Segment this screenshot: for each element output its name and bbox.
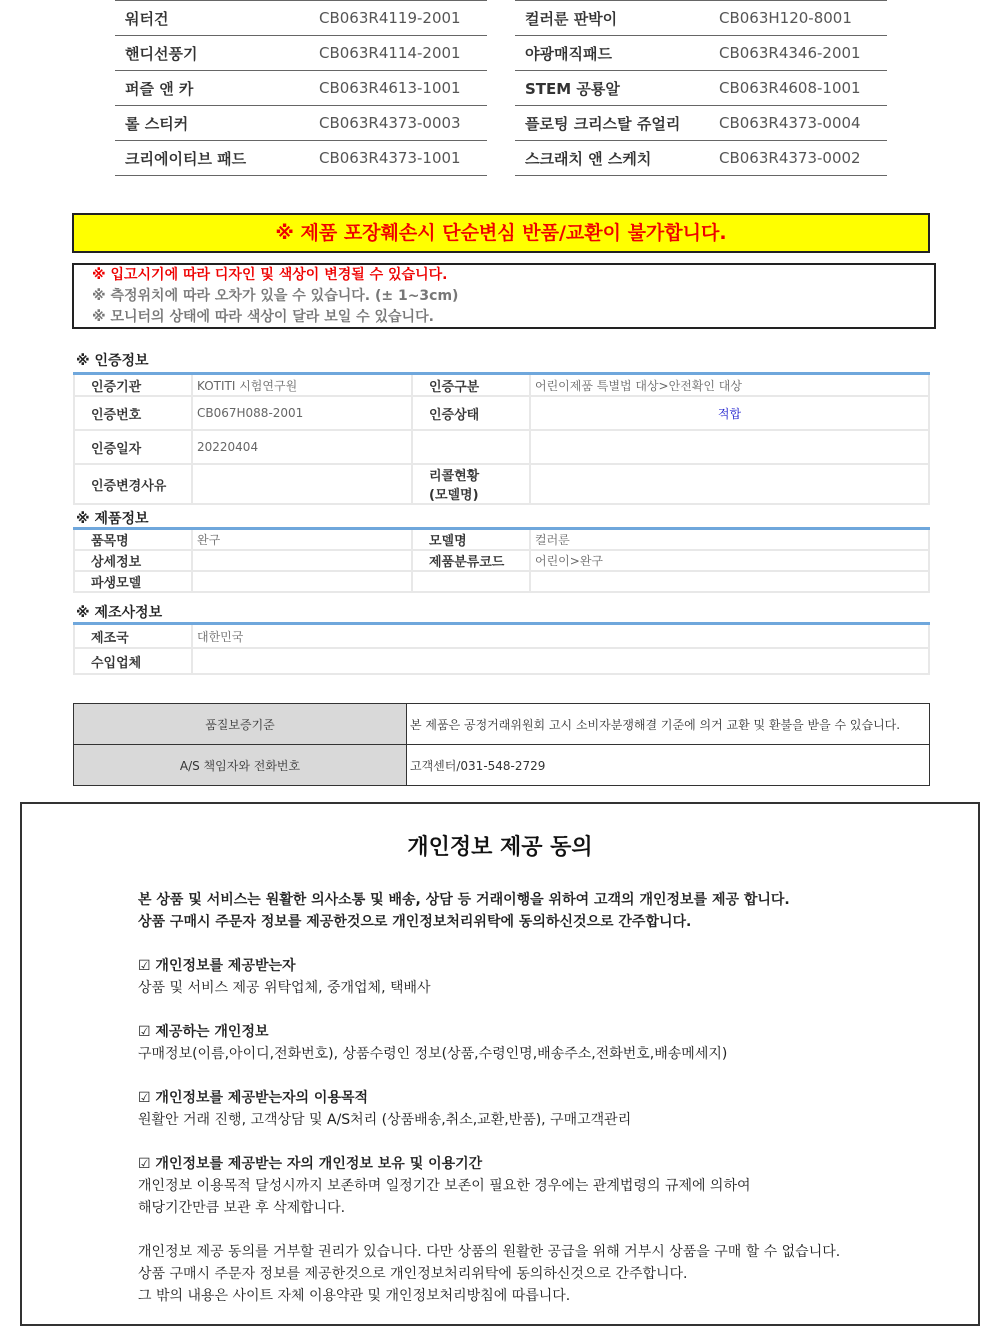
model-code-row [115, 141, 487, 176]
model-code-row [515, 141, 887, 176]
privacy-text: 해당기간만큼 보관 후 삭제합니다. [138, 1200, 346, 1216]
field-label: 인증구분 [412, 374, 530, 397]
field-label: 상세정보 [74, 550, 192, 571]
field-value [192, 571, 412, 592]
field-label: 모델명 [412, 529, 530, 551]
notice-box [72, 263, 936, 329]
field-value: 어린이제품 특별법 대상>안전확인 대상 [530, 374, 929, 397]
field-value: KOTITI 시험연구원 [192, 374, 412, 397]
cert-code: CB063R4373-0003 [319, 114, 461, 132]
table-row [74, 571, 929, 592]
privacy-heading: 상품 구매시 주문자 정보를 제공한것으로 개인정보처리위탁에 동의하신것으로 간주합니다. [138, 914, 692, 930]
product-name: 워터건 [125, 9, 169, 28]
field-label: 인증변경사유 [74, 464, 192, 504]
model-code-row [515, 36, 887, 71]
field-value [192, 550, 412, 571]
spacer [138, 1065, 978, 1087]
field-value: 컬러룬 [530, 529, 929, 551]
field-label: 제조국 [74, 624, 192, 649]
product-name: 크리에이티브 패드 [125, 149, 247, 168]
privacy-title: 개인정보 제공 동의 [407, 835, 593, 860]
field-value: 완구 [192, 529, 412, 551]
table-row [74, 624, 929, 649]
spacer [138, 999, 978, 1021]
field-label: 제품분류코드 [412, 550, 530, 571]
product-info-table [73, 527, 930, 593]
cert-info-table [73, 372, 930, 505]
privacy-heading: ☑ 개인정보를 제공받는 자의 개인정보 보유 및 이용기간 [138, 1156, 483, 1172]
table-row [74, 464, 929, 504]
field-label: 수입업체 [74, 648, 192, 674]
field-label: 인증일자 [74, 430, 192, 464]
spacer [138, 1219, 978, 1241]
product-name: 야광매직패드 [525, 44, 612, 63]
privacy-body [22, 889, 978, 1307]
cert-code: CB063R4373-0002 [719, 149, 861, 167]
privacy-text: 구매정보(이름,아이디,전화번호), 상품수령인 정보(상품,수령인명,배송주소,전화번호,배송메세지) [138, 1046, 728, 1062]
field-label: 인증상태 [412, 396, 530, 430]
privacy-text: 상품 및 서비스 제공 위탁업체, 중개업체, 택배사 [138, 980, 431, 996]
cert-code: CB063R4346-2001 [719, 44, 861, 62]
field-value: CB067H088-2001 [192, 396, 412, 430]
product-name: 플로팅 크리스탈 쥬얼리 [525, 114, 681, 133]
cert-section-title: ※ 인증정보 [76, 353, 149, 369]
maker-section-title: ※ 제조사정보 [76, 605, 163, 621]
cert-code: CB063R4613-1001 [319, 79, 461, 97]
field-value [192, 648, 929, 674]
spacer [138, 1131, 978, 1153]
field-label: 품목명 [74, 529, 192, 551]
spacer [138, 933, 978, 955]
notice-line: ※ 입고시기에 따라 디자인 및 색상이 변경될 수 있습니다. [92, 267, 448, 283]
field-value: 적합 [530, 396, 929, 430]
product-name: STEM 공룡알 [525, 79, 620, 98]
cert-code: CB063H120-8001 [719, 9, 852, 27]
field-value: 20220404 [192, 430, 412, 464]
privacy-heading: ☑ 개인정보를 제공받는자의 이용목적 [138, 1090, 369, 1106]
table-row [74, 745, 930, 786]
privacy-heading: 본 상품 및 서비스는 원활한 의사소통 및 배송, 상담 등 거래이행을 위하여 고객의 개인정보를 제공 합니다. [138, 892, 790, 908]
qa-label: 품질보증기준 [74, 704, 407, 745]
product-name: 롤 스티커 [125, 114, 189, 133]
privacy-heading: ☑ 제공하는 개인정보 [138, 1024, 269, 1040]
qa-label: A/S 책임자와 전화번호 [74, 745, 407, 786]
model-code-row [515, 106, 887, 141]
model-code-list [115, 0, 887, 176]
field-label [412, 571, 530, 592]
privacy-consent-box [20, 802, 980, 1326]
return-warning-banner: ※ 제품 포장훼손시 단순변심 반품/교환이 불가합니다. [72, 213, 930, 253]
cert-code: CB063R4114-2001 [319, 44, 461, 62]
privacy-text: 개인정보 제공 동의를 거부할 권리가 있습니다. 다만 상품의 원활한 공급을 위해 거부시 상품을 구매 할 수 없습니다. [138, 1244, 841, 1260]
field-label: 리콜현황 (모델명) [412, 464, 530, 504]
table-row [74, 648, 929, 674]
model-code-row [115, 36, 487, 71]
table-row [74, 396, 929, 430]
maker-info-table [73, 622, 930, 675]
privacy-text: 상품 구매시 주문자 정보를 제공한것으로 개인정보처리위탁에 동의하신것으로 간주합니다. [138, 1266, 688, 1282]
table-row [74, 374, 929, 397]
model-code-column-left [115, 0, 487, 176]
field-label: 인증번호 [74, 396, 192, 430]
notice-line: ※ 측정위치에 따라 오차가 있을 수 있습니다. (± 1~3cm) [92, 288, 459, 304]
cert-code: CB063R4373-1001 [319, 149, 461, 167]
quality-assurance-table [73, 703, 930, 786]
cert-code: CB063R4119-2001 [319, 9, 461, 27]
field-label: 인증기관 [74, 374, 192, 397]
table-row [74, 550, 929, 571]
field-value [192, 464, 412, 504]
model-code-row [515, 1, 887, 36]
product-name: 퍼즐 앤 카 [125, 79, 194, 98]
model-code-row [115, 1, 487, 36]
field-value [530, 430, 929, 464]
table-row [74, 529, 929, 551]
qa-value: 본 제품은 공정거래위원회 고시 소비자분쟁해결 기준에 의거 교환 및 환불을 받을 수 있습니다. [407, 704, 930, 745]
field-label: 파생모델 [74, 571, 192, 592]
cert-code: CB063R4373-0004 [719, 114, 861, 132]
model-code-row [115, 106, 487, 141]
field-label [412, 430, 530, 464]
privacy-text: 원활안 거래 진행, 고객상담 및 A/S처리 (상품배송,취소,교환,반품), 구매고객관리 [138, 1112, 632, 1128]
notice-line: ※ 모니터의 상태에 따라 색상이 달라 보일 수 있습니다. [92, 309, 434, 325]
privacy-text: 개인정보 이용목적 달성시까지 보존하며 일정기간 보존이 필요한 경우에는 관계법령의 규제에 의하여 [138, 1178, 751, 1194]
product-name: 핸디선풍기 [125, 44, 198, 63]
product-name: 컬러룬 판박이 [525, 9, 618, 28]
product-name: 스크래치 앤 스케치 [525, 149, 652, 168]
table-row [74, 430, 929, 464]
privacy-heading: ☑ 개인정보를 제공받는자 [138, 958, 296, 974]
field-value: 어린이>완구 [530, 550, 929, 571]
field-value [530, 464, 929, 504]
privacy-text: 그 밖의 내용은 사이트 자체 이용약관 및 개인정보처리방침에 따릅니다. [138, 1288, 571, 1304]
field-value: 대한민국 [192, 624, 929, 649]
product-section-title: ※ 제품정보 [76, 511, 149, 527]
model-code-row [515, 71, 887, 106]
model-code-row [115, 71, 487, 106]
table-row [74, 704, 930, 745]
field-value [530, 571, 929, 592]
qa-value: 고객센터/031-548-2729 [407, 745, 930, 786]
cert-code: CB063R4608-1001 [719, 79, 861, 97]
model-code-column-right [515, 0, 887, 176]
